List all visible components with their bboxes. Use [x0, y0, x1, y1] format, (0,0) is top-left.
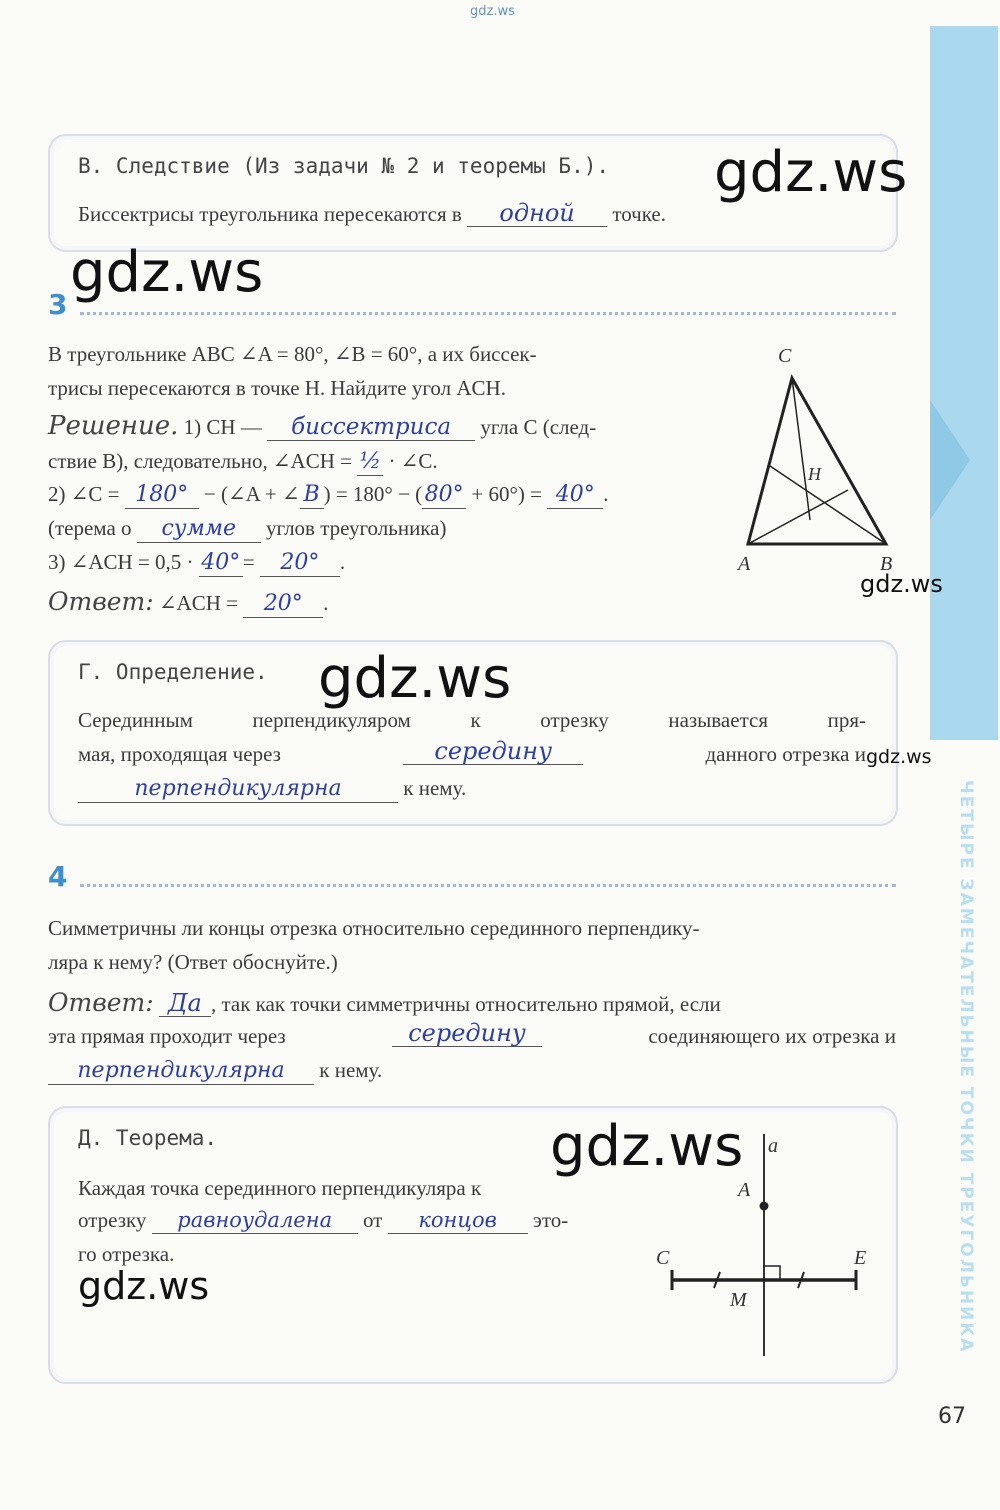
- task-4-number: 4: [48, 860, 68, 893]
- watermark: gdz.ws: [78, 1264, 210, 1308]
- point-a-label: A: [738, 1179, 751, 1201]
- theorem-heading: Д. Теорема.: [78, 1126, 218, 1150]
- bisector-a: [748, 490, 848, 544]
- step-1-text-a: 1) CH —: [183, 415, 262, 439]
- task-3-divider: [80, 312, 896, 315]
- task-4-text-1: , так как точки симметричны относительно прямой, если: [210, 992, 721, 1016]
- task-4-answer-1: Да: [159, 990, 211, 1017]
- task-4-line-1: Симметричны ли концы отрезка относительно серединного перпендику-: [48, 916, 700, 940]
- step-2-text-a: 2) ∠C =: [48, 482, 120, 506]
- definition-heading: Г. Определение.: [78, 660, 268, 684]
- step-2-text-e: .: [603, 482, 609, 506]
- task-4-answer-line-3: [48, 1054, 382, 1087]
- task-4-answer-3: перпендикулярна: [48, 1058, 314, 1085]
- task-4-answer-line-2: [48, 1020, 896, 1053]
- task-3-answer: [48, 585, 328, 620]
- watermark: gdz.ws: [714, 140, 908, 205]
- theorem-line-1: Каждая точка серединного перпендикуляра к: [78, 1176, 482, 1200]
- point-e-label: E: [854, 1247, 867, 1269]
- point-h-label: H: [808, 464, 821, 484]
- theorem-text-a: отрезку: [78, 1208, 147, 1232]
- note-text-b: углов треугольника): [266, 516, 447, 540]
- definition-text-b: данного отрезка и: [705, 742, 866, 766]
- step-3-answer-2: 20°: [260, 550, 340, 577]
- theorem-text-c: это-: [532, 1208, 569, 1232]
- task-3-step-1-cont: [48, 445, 438, 478]
- chapter-title: ЧЕТЫРЕ ЗАМЕЧАТЕЛЬНЫЕ ТОЧКИ ТРЕУГОЛЬНИКА: [956, 780, 976, 1354]
- task-3-line-1: В треугольнике ABC ∠A = 80°, ∠B = 60°, а их биссек-: [48, 342, 537, 366]
- page-number: 67: [938, 1404, 966, 1429]
- step-1-text-d: · ∠C.: [388, 449, 438, 473]
- step-3-answer-1: 40°: [199, 550, 243, 577]
- line-a-label: a: [768, 1135, 778, 1157]
- definition-answer-1: середину: [403, 738, 583, 765]
- definition-line-2: [78, 738, 866, 771]
- step-3-text-a: 3) ∠ACH = 0,5 ·: [48, 550, 194, 574]
- step-3-text-b: =: [242, 550, 255, 574]
- corollary-text: [78, 198, 666, 231]
- task-4-line-2: ляра к нему? (Ответ обоснуйте.): [48, 950, 338, 974]
- task-3-line-2: трисы пересекаются в точке H. Найдите угол ACH.: [48, 376, 506, 400]
- vertex-c-label: C: [778, 345, 792, 367]
- theorem-line-2: [78, 1204, 568, 1237]
- definition-line-3: [78, 772, 466, 805]
- bisector-c: [792, 378, 810, 520]
- definition-text-a: мая, проходящая через: [78, 742, 281, 766]
- answer-label: Ответ:: [48, 587, 154, 616]
- answer-text-b: .: [323, 591, 329, 615]
- sidebar-arrow-icon: [930, 400, 980, 520]
- task-3-number: 3: [48, 288, 68, 321]
- theorem-answer-1: равноудалена: [152, 1207, 358, 1234]
- task-4-divider: [80, 884, 896, 887]
- step-1-text-c: ствие В), следовательно, ∠ACH =: [48, 449, 352, 473]
- step-2-answer-4: 40°: [547, 482, 603, 509]
- task-4-text-2b: соединяющего их отрезка и: [648, 1024, 896, 1048]
- step-2-answer-1: 180°: [125, 482, 199, 509]
- right-angle-mark: [764, 1266, 780, 1280]
- definition-line-1: Серединным перпендикуляром к отрезку называется пря-: [78, 708, 866, 732]
- corollary-text-before: Биссектрисы треугольника пересекаются в: [78, 202, 462, 226]
- step-3-text-c: .: [339, 550, 346, 574]
- task-4-text-3: к нему.: [319, 1058, 383, 1082]
- step-2-text-b: − (∠A + ∠: [203, 482, 300, 506]
- step-2-text-c: ) = 180° − (: [323, 482, 423, 506]
- corollary-heading: В. Следствие (Из задачи № 2 и теоремы Б.).: [78, 154, 610, 178]
- watermark: gdz.ws: [318, 646, 512, 711]
- top-watermark: gdz.ws: [470, 4, 515, 19]
- corollary-text-after: точке.: [612, 202, 666, 226]
- definition-answer-2: перпендикулярна: [78, 776, 398, 803]
- task-4-text-2a: эта прямая проходит через: [48, 1024, 286, 1048]
- answer-text-a: ∠ACH =: [158, 591, 238, 615]
- theorem-text-b: от: [362, 1208, 383, 1232]
- task-4-answer-line-1: [48, 986, 721, 1021]
- task-3-step-3: [48, 546, 345, 579]
- step-1-fraction: ½: [357, 449, 383, 476]
- bisector-b: [770, 466, 886, 544]
- point-a: [760, 1202, 769, 1211]
- task-3-note: [48, 512, 447, 545]
- task-3-step-2: [48, 478, 609, 511]
- watermark: gdz.ws: [866, 746, 932, 768]
- watermark: gdz.ws: [70, 240, 264, 305]
- definition-text-c: к нему.: [403, 776, 467, 800]
- step-2-text-d: + 60°) =: [471, 482, 542, 506]
- step-1-text-b: угла C (след-: [480, 415, 597, 439]
- watermark: gdz.ws: [550, 1114, 744, 1179]
- task-3-step-1: [48, 410, 596, 444]
- task-4-answer-2: середину: [392, 1020, 542, 1047]
- answer-value: 20°: [243, 591, 323, 618]
- chapter-sidebar-band: [930, 26, 998, 740]
- triangle-abc: [748, 378, 886, 544]
- vertex-a-label: A: [738, 553, 751, 575]
- step-2-answer-3: 80°: [422, 482, 466, 509]
- task-4-answer-label: Ответ:: [48, 988, 154, 1017]
- vertex-b-label: B: [880, 553, 893, 575]
- point-m-label: M: [730, 1289, 747, 1311]
- corollary-answer: одной: [467, 200, 607, 227]
- note-answer: сумме: [137, 516, 261, 543]
- watermark: gdz.ws: [860, 570, 943, 598]
- note-text-a: (терема о: [48, 516, 132, 540]
- step-1-answer: биссектриса: [267, 414, 475, 441]
- triangle-diagram: [730, 340, 910, 580]
- solution-label: Решение.: [48, 411, 179, 441]
- theorem-answer-2: концов: [388, 1207, 528, 1234]
- step-2-answer-2: B: [300, 482, 324, 509]
- point-c-label: C: [656, 1247, 670, 1269]
- theorem-line-3: го отрезка.: [78, 1242, 175, 1266]
